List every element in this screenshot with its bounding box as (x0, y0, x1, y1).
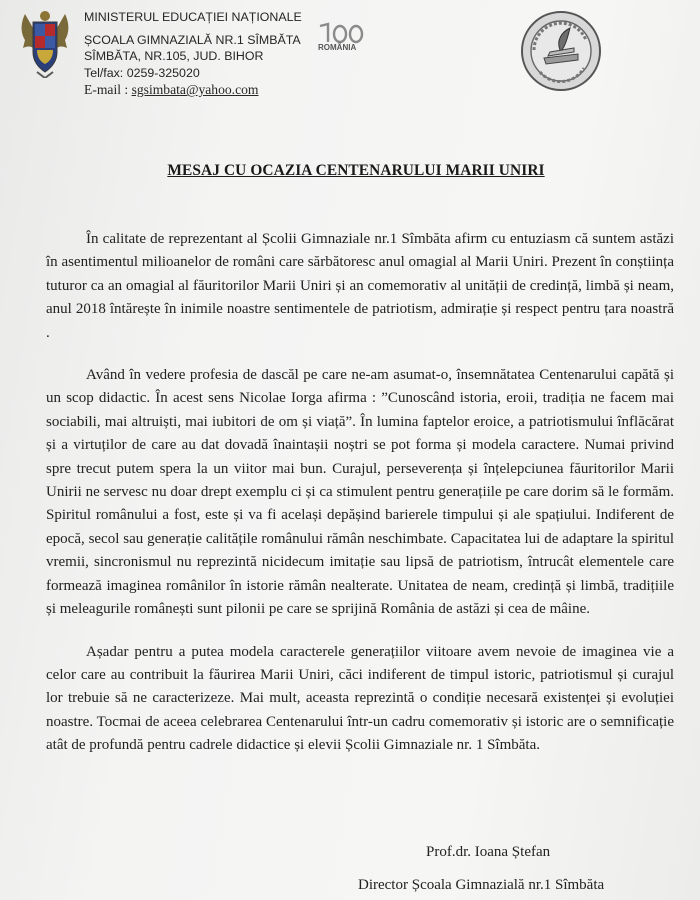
school-name: ȘCOALA GIMNAZIALĂ NR.1 SÎMBĂTA (84, 32, 301, 47)
letter-body (46, 228, 674, 777)
school-address: SÎMBĂTA, NR.105, JUD. BIHOR (84, 49, 264, 64)
signatory-name: Prof.dr. Ioana Ștefan (426, 844, 551, 860)
coat-of-arms-icon (17, 8, 73, 78)
school-seal-icon (520, 10, 602, 92)
paragraph-2: Având în vedere profesia de dascăl pe care ne-am asumat-o, însemnătatea Centenarului capătă și un scop didactic. În acest sens Nicolae Iorga afirma : ”Cunoscând istoria, eroii, tradiția ne facem mai sociabili, mai altruiști, mai iubitori de om și viață”. În lumina faptelor eroice, a patriotismului înflăcărat și a virtuților de care au dat dovadă înaintașii noștri se pot forma și modela caractere. Numai privind spre trecut putem spera la un viitor mai bun. Curajul, perseverența și înțelepciunea făuritorilor Marii Unirii ne servesc nu doar drept exemplu ci și ca stimulent pentru generațiile pe care dorim să le formăm. Spiritul românului a fost, este și va fi același depășind barierele timpului și ale spațiului. Indiferent de epocă, secol sau generație calitățile românului rămân neschimbate. Capacitatea lui de adaptare la spiritul vremii, sincronismul nu reprezintă nicidecum imitație sau lipsă de patriotism, întrucât elementele care formează imaginea românilor în istorie rămân nealterate. Unitatea de neam, credință și limbă, tradițiile și meleagurile românești sunt pilonii pe care se sprijină România de astăzi și cea de mâine. (46, 367, 674, 618)
email-link[interactable]: sgsimbata@yahoo.com (131, 82, 259, 98)
centenar-logo-icon (316, 22, 380, 52)
signatory-title: Director Școala Gimnazială nr.1 Sîmbăta (358, 877, 605, 893)
paragraph-3: Așadar pentru a putea modela caracterele generațiilor viitoare avem nevoie de imaginea vie a celor care au contribuit la făurirea Marii Uniri, căci indiferent de timpul istoric, patriotismul și curajul lor trebuie să ne caracterizeze. Mai mult, aceasta reprezintă o condiție necesară existenței și evoluției noastre. Tocmai de aceea celebrarea Centenarului într-un cadru comemorativ și istoric are o semnificație atât de profundă pentru cadrele didactice și elevii Școlii Gimnaziale nr. 1 Sîmbăta. (46, 643, 674, 754)
phone-fax: Tel/fax: 0259-325020 (84, 65, 200, 80)
email-line (84, 82, 314, 99)
ministry-name: MINISTERUL EDUCAȚIEI NAȚIONALE (84, 10, 302, 24)
paragraph-1: În calitate de reprezentant al Școlii Gimnaziale nr.1 Sîmbăta afirm cu entuziasm că suntem astăzi în asentimentul milioanelor de români care sărbătoresc anul omagial al Marii Uniri. Prezent în conștiința tuturor ca an omagial al făuritorilor Marii Uniri și an comemorativ al unității de credință, limbă și neam, anul 2018 întărește în inimile noastre sentimentele de patriotism, admirație și respect pentru țara noastră . (46, 231, 674, 341)
centenar-logo-text: ROMÂNIA (318, 43, 357, 52)
document-title: MESAJ CU OCAZIA CENTENARULUI MARII UNIRI (167, 162, 545, 179)
school-header (84, 9, 314, 99)
email-label: E-mail : (84, 82, 132, 98)
